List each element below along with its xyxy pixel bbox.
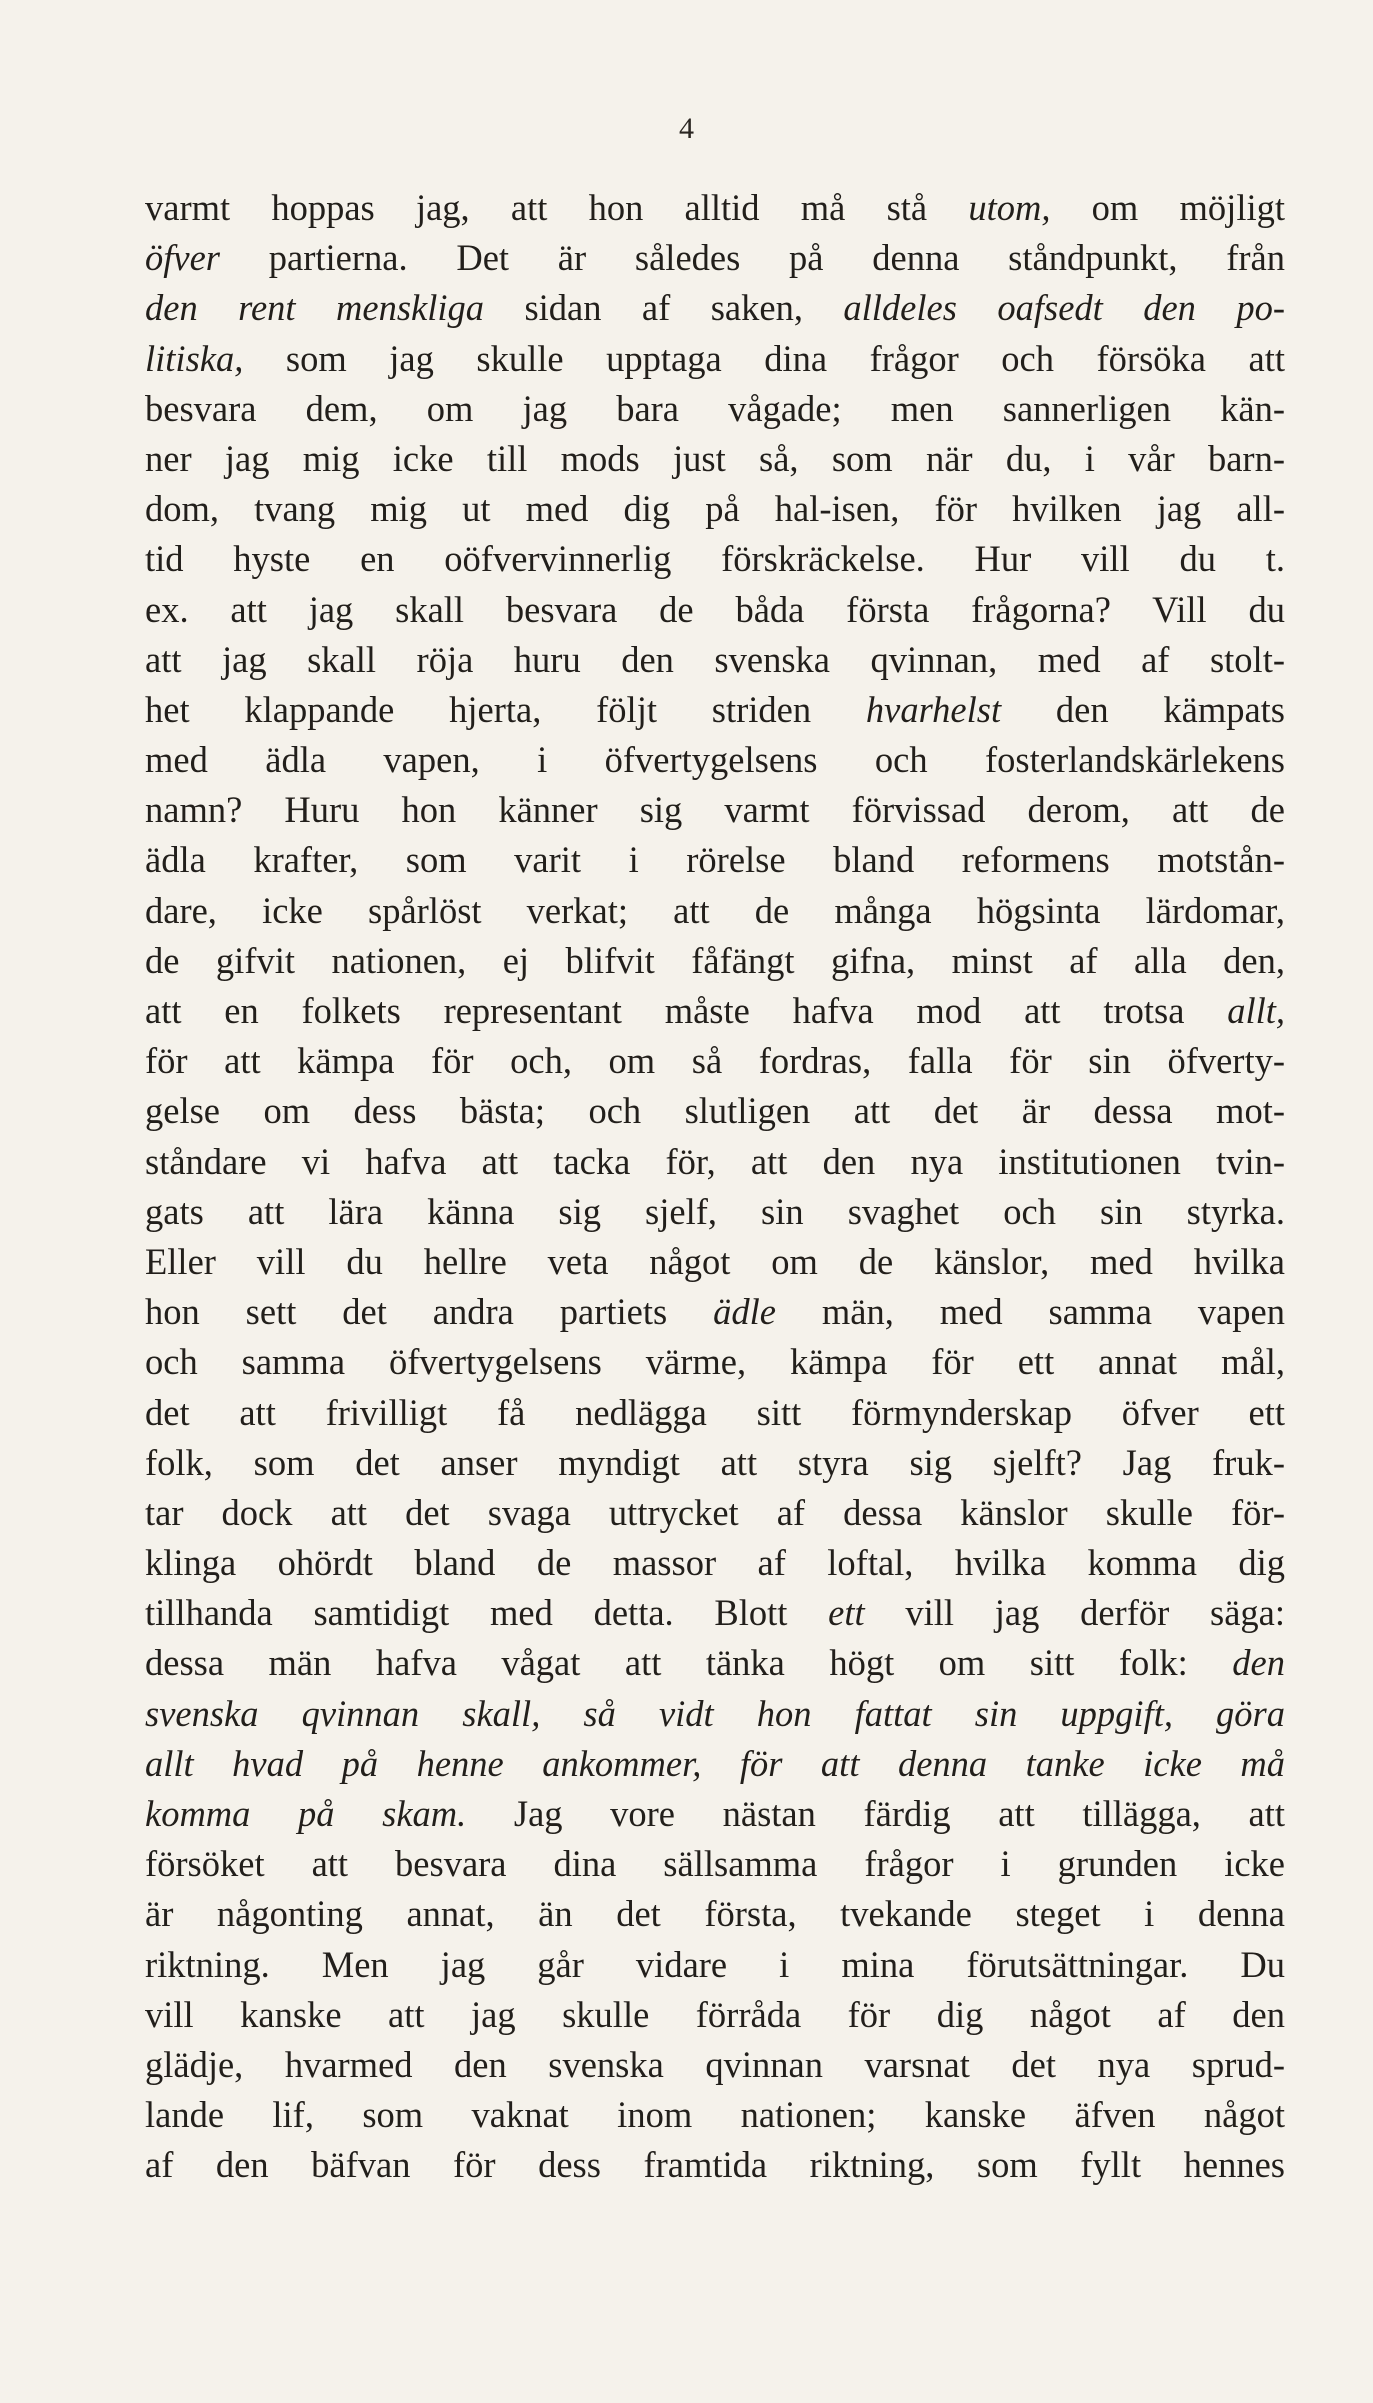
text-run: partierna. Det är således på denna ståndpunkt, från [220, 237, 1285, 279]
text-run: hon sett det andra partiets [145, 1291, 714, 1333]
text-run: för att kämpa för och, om så fordras, falla för sin öfverty- [145, 1040, 1285, 1082]
italic-text: öfver [145, 237, 220, 279]
italic-text: allt hvad på henne ankommer, för att denna tanke icke må [145, 1742, 1285, 1784]
italic-text: hvarhelst [865, 688, 1002, 730]
italic-text: utom, [968, 187, 1051, 228]
italic-text: alldeles oafsedt den po- [843, 287, 1286, 329]
text-run: ner jag mig icke till mods just så, som när du, i vår barn- [145, 437, 1285, 479]
text-run: ädla krafter, som varit i rörelse bland reformens motstån- [145, 839, 1285, 881]
text-line [145, 434, 1285, 484]
text-run: tillhanda samtidigt med detta. Blott [145, 1592, 829, 1634]
text-run: tar dock att det svaga uttrycket af dessa känslor skulle för- [145, 1491, 1285, 1533]
text-line [145, 1538, 1285, 1588]
text-run: vill kanske att jag skulle förråda för dig något af den [145, 1993, 1285, 2035]
text-run: folk, som det anser myndigt att styra sig sjelft? Jag fruk- [145, 1441, 1285, 1483]
text-run: glädje, hvarmed den svenska qvinnan varsnat det nya sprud- [145, 2043, 1285, 2085]
text-run: det att frivilligt få nedlägga sitt förmynderskap öfver ett [145, 1391, 1285, 1433]
page-number: 4 [679, 112, 694, 145]
text-run: som jag skulle upptaga dina frågor och försöka att [243, 337, 1285, 379]
text-line [145, 283, 1285, 333]
text-run: klinga ohördt bland de massor af loftal, hvilka komma dig [145, 1542, 1285, 1584]
text-line [145, 384, 1285, 434]
text-line [145, 1638, 1285, 1688]
text-run: att en folkets representant måste hafva mod att trotsa [145, 990, 1228, 1031]
italic-text: den rent menskliga [145, 287, 485, 329]
text-run: ståndare vi hafva att tacka för, att den nya institutionen tvin- [145, 1140, 1285, 1182]
text-run: riktning. Men jag går vidare i mina förutsättningar. Du [145, 1943, 1285, 1985]
text-line [145, 2040, 1285, 2090]
text-run: Jag vore nästan färdig att tillägga, att [466, 1793, 1285, 1834]
text-run: om möjligt [1050, 187, 1285, 228]
text-line [145, 685, 1285, 735]
text-line [145, 1689, 1285, 1739]
text-line [145, 1789, 1285, 1839]
text-run: lande lif, som vaknat inom nationen; kanske äfven något [145, 2094, 1285, 2136]
text-run: gelse om dess bästa; och slutligen att det är dessa mot- [145, 1090, 1285, 1132]
text-run: af den bäfvan för dess framtida riktning, som fyllt hennes [145, 2144, 1285, 2186]
italic-text: den [1232, 1642, 1285, 1684]
text-line [145, 534, 1285, 584]
text-line [145, 1187, 1285, 1237]
text-line [145, 1588, 1285, 1638]
text-line [145, 635, 1285, 685]
text-line [145, 1086, 1285, 1136]
text-line [145, 1488, 1285, 1538]
text-line [145, 1137, 1285, 1187]
text-line [145, 1036, 1285, 1086]
text-line [145, 936, 1285, 986]
italic-text: allt, [1227, 990, 1285, 1031]
text-run: dare, icke spårlöst verkat; att de många högsinta lärdomar, [145, 889, 1285, 931]
text-line [145, 886, 1285, 936]
text-line [145, 785, 1285, 835]
text-line [145, 1287, 1285, 1337]
text-line [145, 183, 1285, 233]
text-line [145, 835, 1285, 885]
text-line [145, 1839, 1285, 1889]
text-line [145, 986, 1285, 1036]
text-run: gats att lära känna sig sjelf, sin svaghet och sin styrka. [145, 1190, 1285, 1232]
text-line [145, 1739, 1285, 1789]
text-line [145, 334, 1285, 384]
text-run: tid hyste en oöfvervinnerlig förskräckelse. Hur vill du t. [145, 538, 1285, 580]
text-line [145, 1438, 1285, 1488]
italic-text: svenska qvinnan skall, så vidt hon fattat sin uppgift, göra [145, 1692, 1285, 1734]
text-run: med ädla vapen, i öfvertygelsens och fosterlandskärlekens [145, 739, 1285, 781]
body-text [145, 183, 1285, 2191]
text-line [145, 735, 1285, 785]
text-line [145, 484, 1285, 534]
text-run: dom, tvang mig ut med dig på hal-isen, för hvilken jag all- [145, 488, 1285, 530]
text-run: vill jag derför säga: [864, 1592, 1285, 1634]
text-run: och samma öfvertygelsens värme, kämpa för ett annat mål, [145, 1341, 1285, 1383]
text-run: Eller vill du hellre veta något om de känslor, med hvilka [145, 1240, 1285, 1282]
text-run: den kämpats [1001, 688, 1286, 730]
text-line [145, 585, 1285, 635]
text-line [145, 2090, 1285, 2140]
italic-text: litiska, [145, 337, 244, 379]
text-line [145, 1940, 1285, 1990]
text-run: sidan af saken, [484, 287, 844, 329]
italic-text: ädle [713, 1291, 776, 1333]
text-run: dessa män hafva vågat att tänka högt om sitt folk: [145, 1642, 1233, 1684]
text-run: besvara dem, om jag bara vågade; men sannerligen kän- [145, 387, 1285, 429]
text-run: är någonting annat, än det första, tvekande steget i denna [145, 1893, 1285, 1935]
text-run: de gifvit nationen, ej blifvit fåfängt gifna, minst af alla den, [145, 939, 1285, 981]
text-run: män, med samma vapen [775, 1291, 1285, 1333]
text-line [145, 233, 1285, 283]
text-run: försöket att besvara dina sällsamma frågor i grunden icke [145, 1843, 1285, 1885]
text-line [145, 1237, 1285, 1287]
text-run: het klappande hjerta, följt striden [145, 688, 866, 730]
italic-text: ett [828, 1592, 865, 1634]
text-line [145, 1388, 1285, 1438]
text-run: namn? Huru hon känner sig varmt förvissad derom, att de [145, 789, 1285, 831]
text-run: att jag skall röja huru den svenska qvinnan, med af stolt- [145, 638, 1285, 680]
text-line [145, 1337, 1285, 1387]
text-line [145, 1889, 1285, 1939]
text-line [145, 1990, 1285, 2040]
text-line [145, 2140, 1285, 2190]
text-run: varmt hoppas jag, att hon alltid må stå [145, 187, 969, 228]
italic-text: komma på skam. [145, 1793, 467, 1834]
text-run: ex. att jag skall besvara de båda första frågorna? Vill du [145, 588, 1285, 630]
